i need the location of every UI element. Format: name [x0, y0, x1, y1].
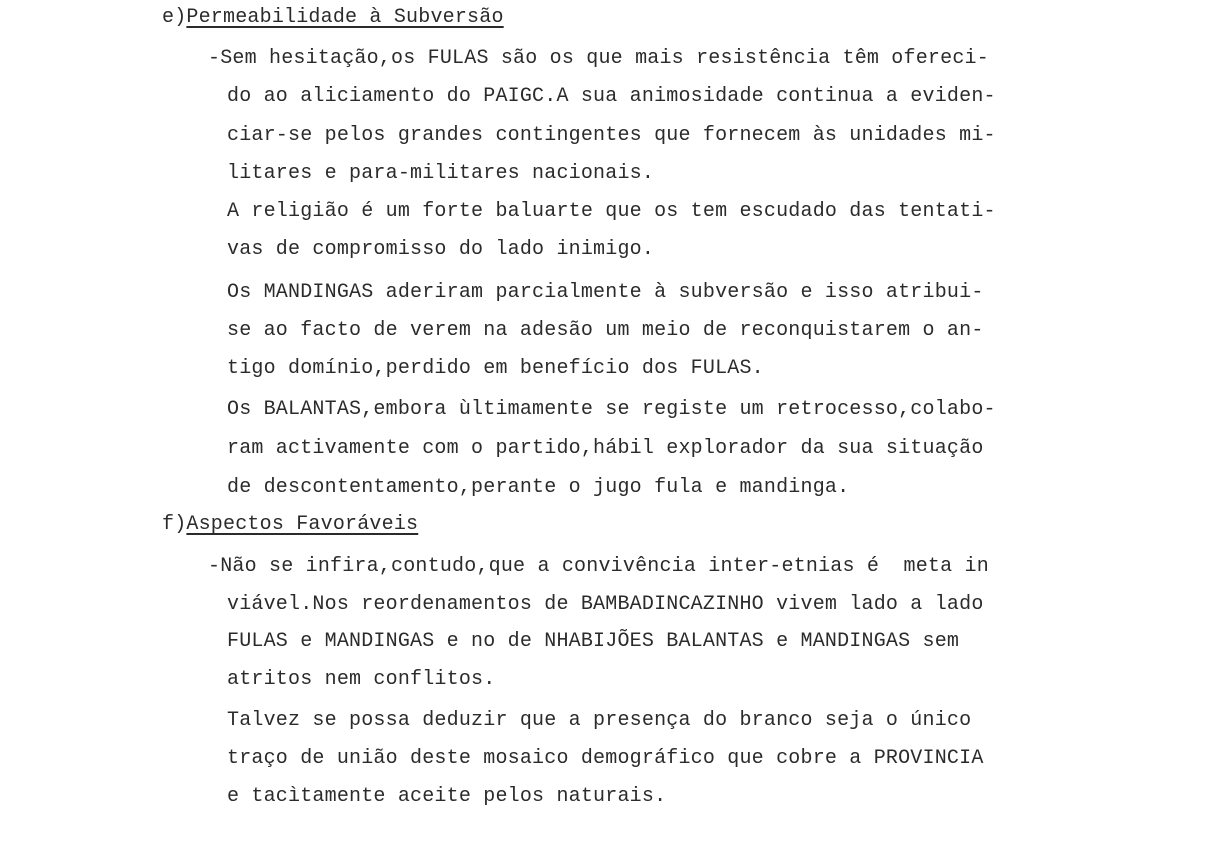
- section-prefix: f): [162, 513, 187, 536]
- text-line: se ao facto de verem na adesão um meio de reconquistarem o an-: [227, 319, 984, 342]
- text-line: traço de união deste mosaico demográfico que cobre a PROVINCIA: [227, 747, 984, 770]
- text-line: atritos nem conflitos.: [227, 668, 496, 691]
- text-line: do ao aliciamento do PAIGC.A sua animosidade continua a eviden-: [227, 85, 996, 108]
- text-line: viável.Nos reordenamentos de BAMBADINCAZINHO vivem lado a lado: [227, 593, 984, 616]
- text-line: tigo domínio,perdido em benefício dos FULAS.: [227, 357, 764, 380]
- section-title: Permeabilidade à Subversão: [186, 6, 504, 29]
- text-line: ciar-se pelos grandes contingentes que fornecem às unidades mi-: [227, 124, 996, 147]
- section-heading-f: [162, 511, 418, 539]
- text-line: vas de compromisso do lado inimigo.: [227, 238, 655, 261]
- section-prefix: e): [162, 6, 187, 29]
- text-line: e tacìtamente aceite pelos naturais.: [227, 785, 667, 808]
- text-line: Talvez se possa deduzir que a presença do branco seja o único: [227, 709, 972, 732]
- section-title: Aspectos Favoráveis: [186, 513, 419, 536]
- text-line: A religião é um forte baluarte que os tem escudado das tentati-: [227, 200, 996, 223]
- text-line: Os BALANTAS,embora ùltimamente se registe um retrocesso,colabo-: [227, 398, 996, 421]
- text-line: ram activamente com o partido,hábil explorador da sua situação: [227, 437, 984, 460]
- text-line: -Sem hesitação,os FULAS são os que mais resistência têm ofereci-: [208, 47, 989, 70]
- text-line: Os MANDINGAS aderiram parcialmente à subversão e isso atribui-: [227, 281, 984, 304]
- text-line: litares e para-militares nacionais.: [227, 162, 655, 185]
- text-line: FULAS e MANDINGAS e no de NHABIJÕES BALANTAS e MANDINGAS sem: [227, 630, 960, 653]
- section-heading-e: [162, 4, 504, 32]
- text-line: -Não se infira,contudo,que a convivência inter-etnias é meta in: [208, 555, 989, 578]
- text-line: de descontentamento,perante o jugo fula e mandinga.: [227, 476, 850, 499]
